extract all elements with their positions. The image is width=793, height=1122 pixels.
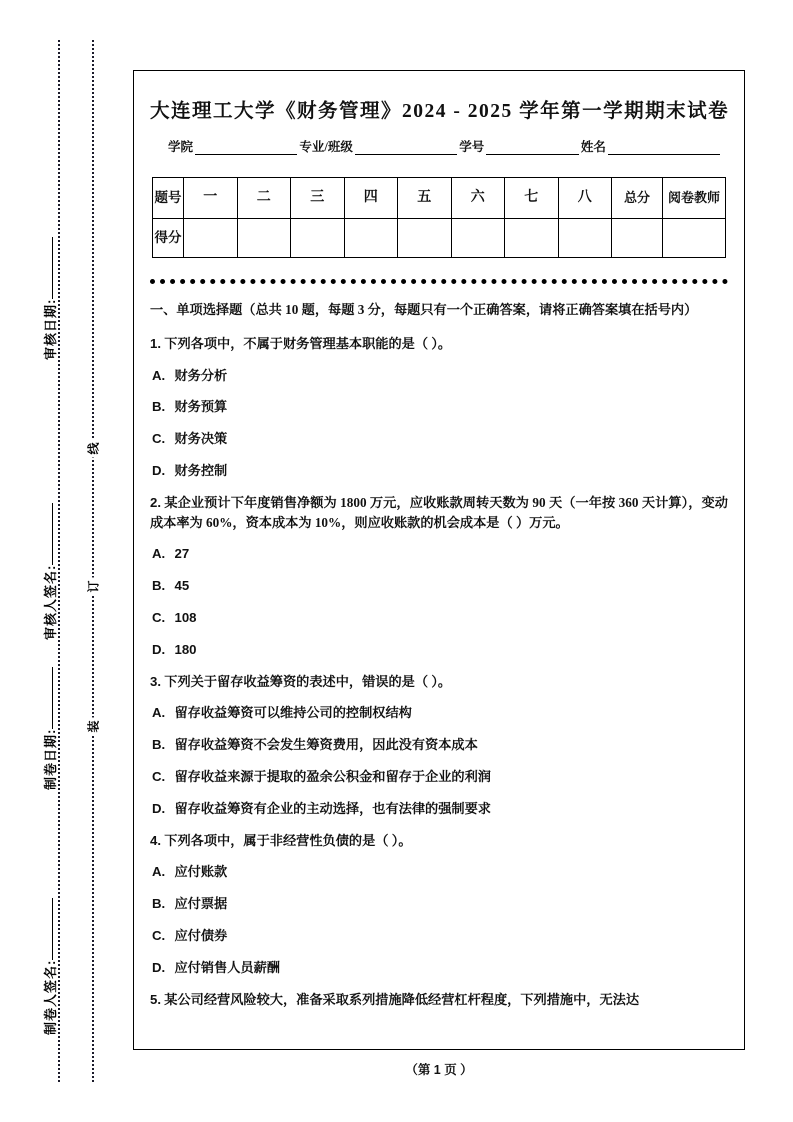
name-label: 姓名 <box>580 140 606 154</box>
score-table <box>152 177 726 258</box>
score-cell-5[interactable] <box>398 219 452 258</box>
review-date-text: 审核日期: <box>43 298 58 360</box>
fold-line-inner <box>92 40 94 1082</box>
col-header-4: 四 <box>344 178 398 219</box>
fold-mark-pack: 装 <box>85 718 102 736</box>
option-text: 留存收益筹资有企业的主动选择，也有法律的强制要求 <box>174 800 491 816</box>
review-date-label <box>40 237 59 360</box>
option-label: B. <box>152 399 166 415</box>
option-label: D. <box>152 641 166 657</box>
option-label: D. <box>152 800 166 816</box>
option-label: A. <box>152 367 166 383</box>
question-number: 1. <box>150 335 161 351</box>
option-label: B. <box>152 737 166 753</box>
production-date-label <box>40 667 59 790</box>
col-header-total: 总分 <box>612 178 663 219</box>
college-input[interactable] <box>195 141 297 155</box>
producer-signature-rule <box>52 898 53 960</box>
score-cell-2[interactable] <box>237 219 291 258</box>
option-label: A. <box>152 864 166 880</box>
section-divider <box>150 274 728 284</box>
col-header-8: 八 <box>558 178 612 219</box>
option-label: C. <box>152 927 166 943</box>
fold-mark-line: 线 <box>85 440 102 458</box>
question-stem <box>150 990 728 1010</box>
option-row[interactable] <box>150 608 728 628</box>
option-text: 180 <box>174 641 197 657</box>
option-text: 留存收益筹资可以维持公司的控制权结构 <box>174 705 412 721</box>
option-label: C. <box>152 768 166 784</box>
col-header-2: 二 <box>237 178 291 219</box>
option-text: 应付票据 <box>174 896 228 912</box>
student-id-label: 学号 <box>459 140 485 154</box>
question-text: 下列各项中，不属于财务管理基本职能的是（ ）。 <box>164 335 452 351</box>
option-label: D. <box>152 462 166 478</box>
option-text: 财务分析 <box>174 367 228 383</box>
section-heading: 一、单项选择题（总共 10 题，每题 3 分，每题只有一个正确答案，请将正确答案填在括号内） <box>150 302 698 317</box>
option-row[interactable] <box>150 767 728 787</box>
reviewer-signature-rule <box>52 503 53 565</box>
question-stem <box>150 493 728 533</box>
col-header-marker: 阅卷教师 <box>663 178 726 219</box>
option-row[interactable] <box>150 799 728 819</box>
page-title: 大连理工大学《财务管理》2024 - 2025 学年第一学期期末试卷 <box>150 101 730 122</box>
option-label: B. <box>152 896 166 912</box>
option-label: A. <box>152 705 166 721</box>
option-text: 27 <box>174 546 190 562</box>
option-row[interactable] <box>150 544 728 564</box>
production-date-text: 制卷日期: <box>43 728 58 790</box>
option-label: C. <box>152 609 166 625</box>
option-row[interactable] <box>150 862 728 882</box>
option-row[interactable] <box>150 640 728 660</box>
binding-margin <box>0 0 133 1122</box>
score-cell-6[interactable] <box>451 219 505 258</box>
question-body <box>150 300 728 1009</box>
option-text: 财务预算 <box>174 399 228 415</box>
option-row[interactable] <box>150 429 728 449</box>
col-header-1: 一 <box>184 178 238 219</box>
question-stem <box>150 672 728 692</box>
option-row[interactable] <box>150 958 728 978</box>
review-date-rule <box>52 237 53 299</box>
producer-signature-text: 制卷人签名: <box>43 959 58 1035</box>
option-text: 应付销售人员薪酬 <box>174 959 280 975</box>
option-row[interactable] <box>150 894 728 914</box>
option-row[interactable] <box>150 397 728 417</box>
option-text: 留存收益筹资不会发生筹资费用，因此没有资本成本 <box>174 737 478 753</box>
table-row-scores <box>153 219 726 258</box>
option-label: B. <box>152 578 166 594</box>
row-label-score: 得分 <box>153 219 184 258</box>
option-label: D. <box>152 959 166 975</box>
student-info-row <box>168 137 722 155</box>
question-number: 4. <box>150 832 161 848</box>
score-cell-8[interactable] <box>558 219 612 258</box>
option-row[interactable] <box>150 926 728 946</box>
student-id-input[interactable] <box>486 141 579 155</box>
score-cell-4[interactable] <box>344 219 398 258</box>
exam-sheet <box>133 70 745 1050</box>
major-class-input[interactable] <box>355 141 457 155</box>
option-text: 应付账款 <box>174 864 228 880</box>
score-cell-1[interactable] <box>184 219 238 258</box>
question-number: 3. <box>150 673 161 689</box>
option-row[interactable] <box>150 576 728 596</box>
question-number: 5. <box>150 991 161 1007</box>
question-text: 某公司经营风险较大，准备采取系列措施降低经营杠杆程度，下列措施中，无法达 <box>164 991 640 1007</box>
question-stem <box>150 334 728 354</box>
question-text: 下列各项中，属于非经营性负债的是（ ）。 <box>164 832 412 848</box>
production-date-rule <box>52 667 53 729</box>
name-input[interactable] <box>608 141 720 155</box>
col-header-5: 五 <box>398 178 452 219</box>
option-row[interactable] <box>150 461 728 481</box>
option-text: 财务控制 <box>174 462 228 478</box>
option-row[interactable] <box>150 366 728 386</box>
college-label: 学院 <box>168 140 194 154</box>
option-label: C. <box>152 431 166 447</box>
question-stem <box>150 831 728 851</box>
question-number: 2. <box>150 494 161 510</box>
option-text: 45 <box>174 578 190 594</box>
option-text: 108 <box>174 609 197 625</box>
producer-signature-label <box>40 898 59 1035</box>
score-cell-total[interactable] <box>612 219 663 258</box>
option-row[interactable] <box>150 703 728 723</box>
question-text: 某企业预计下年度销售净额为 1800 万元，应收账款周转天数为 90 天（一年按 360 天计算），变动成本率为 60%，资本成本为 10%，则应收账款的机会成本是（ ）万元。 <box>150 494 728 530</box>
col-header-6: 六 <box>451 178 505 219</box>
option-row[interactable] <box>150 735 728 755</box>
fold-mark-bind: 订 <box>85 578 102 596</box>
col-header-3: 三 <box>291 178 345 219</box>
page-marker: （第 1 页 ） <box>405 1063 473 1077</box>
page-footer <box>133 1060 745 1078</box>
option-label: A. <box>152 546 166 562</box>
score-cell-7[interactable] <box>505 219 559 258</box>
score-cell-marker[interactable] <box>663 219 726 258</box>
option-text: 留存收益来源于提取的盈余公积金和留存于企业的利润 <box>174 768 491 784</box>
row-label-question-number: 题号 <box>153 178 184 219</box>
col-header-7: 七 <box>505 178 559 219</box>
option-text: 财务决策 <box>174 431 228 447</box>
question-text: 下列关于留存收益筹资的表述中，错误的是（ ）。 <box>164 673 452 689</box>
reviewer-signature-label <box>40 503 59 640</box>
reviewer-signature-text: 审核人签名: <box>43 564 58 640</box>
option-text: 应付债券 <box>174 927 228 943</box>
table-row-headers <box>153 178 726 219</box>
major-class-label: 专业/班级 <box>299 140 353 154</box>
score-cell-3[interactable] <box>291 219 345 258</box>
